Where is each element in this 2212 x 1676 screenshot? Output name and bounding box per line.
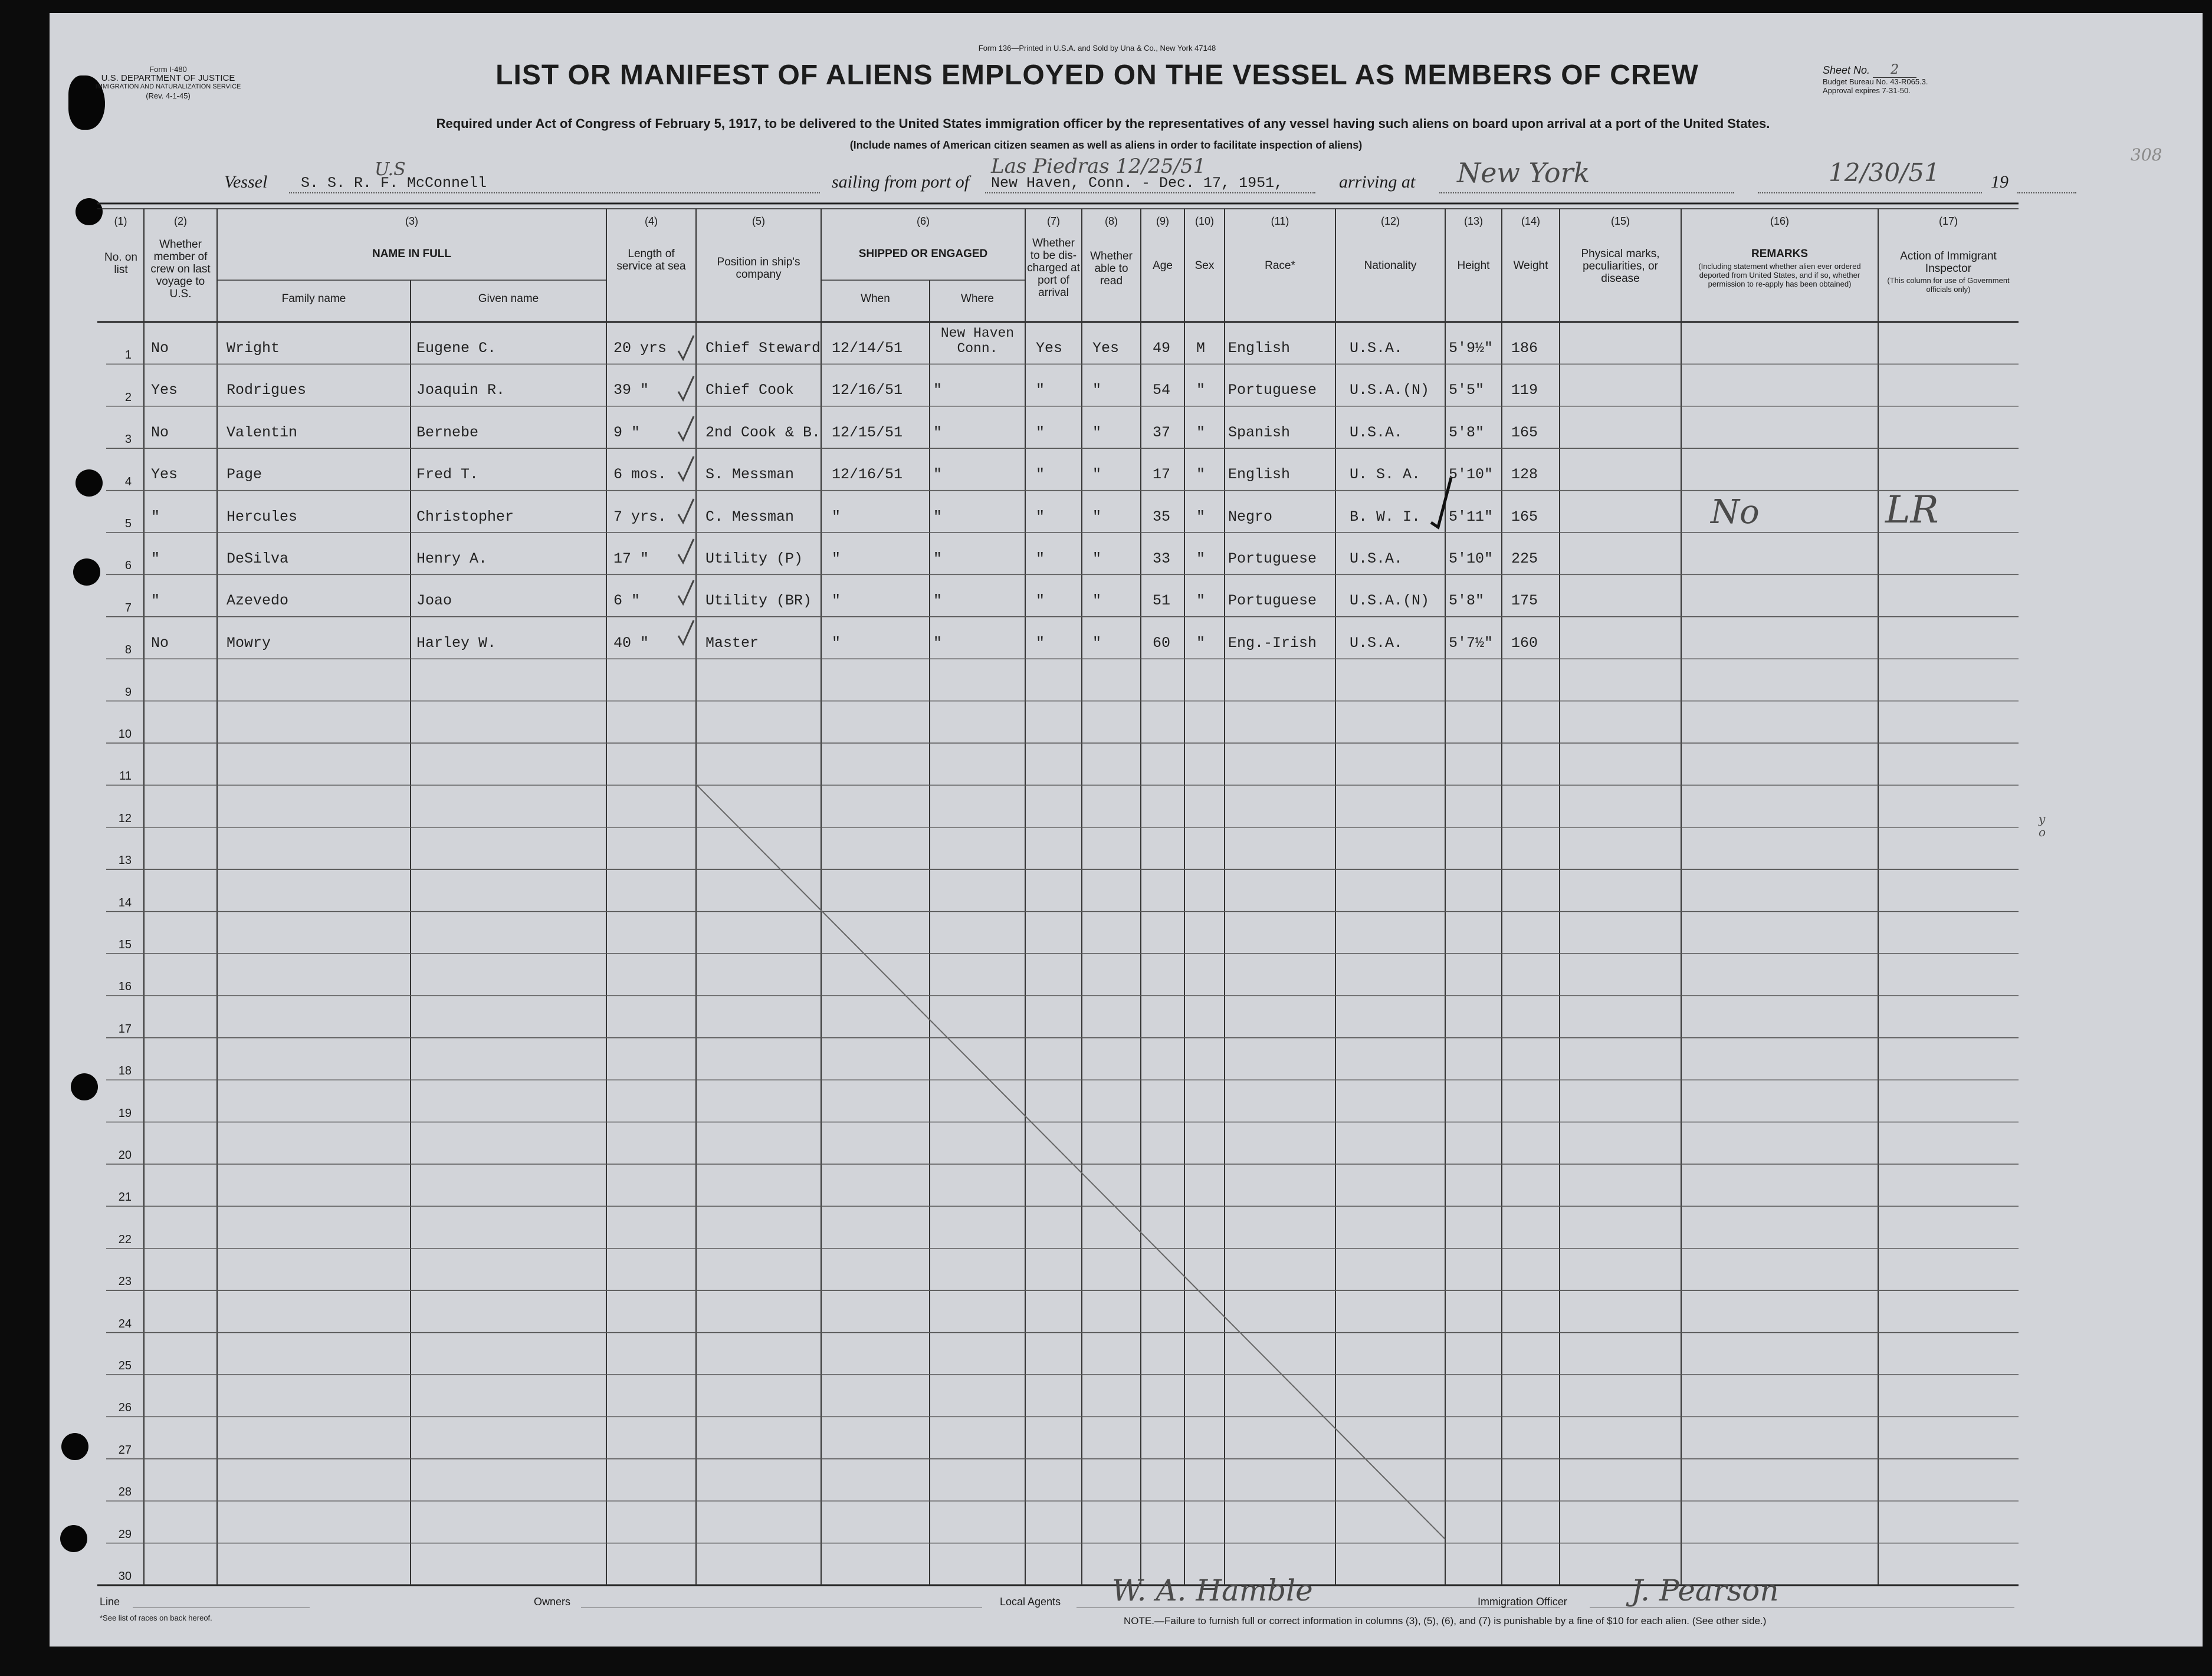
- line-number: 13: [118, 854, 132, 867]
- family-name: DeSilva: [227, 550, 289, 567]
- position: C. Messman: [705, 508, 795, 525]
- line-number: 9: [124, 685, 132, 699]
- sheet-label: Sheet No.: [1823, 64, 1870, 76]
- age: 33: [1153, 550, 1171, 567]
- arriving-label: arriving at: [1339, 172, 1416, 192]
- nationality: U.S.A.: [1350, 550, 1403, 567]
- header-where: Where: [961, 293, 994, 305]
- line-number: 3: [124, 433, 132, 446]
- shipped-when: 12/16/51: [832, 466, 903, 484]
- header-shipped-engaged: SHIPPED OR ENGAGED: [858, 248, 988, 260]
- line-number: 30: [118, 1570, 132, 1583]
- column-number: (1): [114, 215, 127, 227]
- height: 5'7½": [1449, 634, 1494, 652]
- header-height: Height: [1457, 259, 1490, 272]
- nationality: U.S.A.: [1350, 634, 1403, 652]
- sex: ": [1196, 423, 1206, 441]
- shipped-when: ": [832, 634, 841, 652]
- corner-number: 308: [2131, 145, 2162, 165]
- column-number: (14): [1521, 215, 1540, 227]
- line-number: 4: [124, 475, 132, 488]
- year-label: 19: [1991, 172, 2008, 192]
- line-number: 17: [118, 1022, 132, 1036]
- family-name: Wright: [227, 340, 280, 357]
- column-number: (2): [174, 215, 187, 227]
- line-number: 18: [118, 1064, 132, 1078]
- line-number: 14: [118, 896, 132, 909]
- given-name: Bernebe: [416, 423, 479, 441]
- position: S. Messman: [705, 466, 795, 484]
- header-discharged: Whether to be dis-charged at port of arrival: [1027, 237, 1080, 299]
- line-number: 19: [118, 1106, 132, 1120]
- margin-marks: y o: [2039, 812, 2046, 839]
- shipped-when: 12/15/51: [832, 423, 903, 441]
- position: Utility (P): [705, 550, 803, 567]
- form-printer-line: Form 136—Printed in U.S.A. and Sold by Una & Co., New York 47148: [978, 44, 1216, 52]
- race: Portuguese: [1228, 550, 1317, 567]
- table-row: [0, 617, 2019, 659]
- header-nationality: Nationality: [1364, 259, 1417, 272]
- family-name: Valentin: [227, 423, 298, 441]
- age: 49: [1153, 340, 1171, 357]
- given-name: Fred T.: [416, 466, 479, 484]
- able-to-read: ": [1092, 592, 1102, 610]
- shipped-where: ": [933, 423, 943, 441]
- header-weight: Weight: [1513, 259, 1548, 272]
- crew-member-last-voyage: Yes: [151, 382, 178, 399]
- race: Spanish: [1228, 423, 1291, 441]
- sex: ": [1196, 466, 1206, 484]
- able-to-read: ": [1092, 423, 1102, 441]
- arrival-date-handwritten: 12/30/51: [1829, 158, 1940, 187]
- weight: 186: [1511, 340, 1538, 357]
- header-race: Race*: [1265, 259, 1295, 272]
- discharged: ": [1036, 550, 1045, 567]
- position: Master: [705, 634, 759, 652]
- shipped-when: 12/14/51: [832, 340, 903, 357]
- table-row: [0, 406, 2019, 448]
- nationality: U.S.A.: [1350, 340, 1403, 357]
- sex: ": [1196, 508, 1206, 525]
- table-row: [0, 448, 2019, 490]
- height: 5'9½": [1449, 340, 1494, 357]
- header-remarks: REMARKS: [1751, 248, 1809, 260]
- crew-member-last-voyage: Yes: [151, 466, 178, 484]
- line-number: 8: [124, 643, 132, 657]
- length-of-service: 17 ": [613, 550, 649, 567]
- sailing-label: sailing from port of: [832, 172, 970, 192]
- shipped-when: ": [832, 550, 841, 567]
- able-to-read: Yes: [1092, 340, 1120, 357]
- nationality: U.S.A.: [1350, 423, 1403, 441]
- sex: ": [1196, 382, 1206, 399]
- shipped-where: ": [933, 466, 943, 484]
- sex: ": [1196, 592, 1206, 610]
- act-requirement-text: Required under Act of Congress of February 5, 1917, to be delivered to the United States immigration officer by the representatives of any vessel having such aliens on board upon arrival at a port of the United States.: [436, 116, 1770, 131]
- page-title: LIST OR MANIFEST OF ALIENS EMPLOYED ON THE VESSEL AS MEMBERS OF CREW: [495, 60, 1699, 91]
- sailing-handwritten: Las Piedras 12/25/51: [991, 155, 1206, 178]
- able-to-read: ": [1092, 550, 1102, 567]
- given-name: Henry A.: [416, 550, 488, 567]
- length-of-service: 9 ": [613, 423, 641, 441]
- header-able-to-read: Whether able to read: [1090, 250, 1133, 287]
- crew-member-last-voyage: ": [151, 508, 160, 525]
- sex: M: [1196, 340, 1206, 357]
- shipped-where: ": [933, 592, 943, 610]
- header-action: Action of Immigrant Inspector: [1900, 250, 1997, 275]
- able-to-read: ": [1092, 382, 1102, 399]
- column-number: (15): [1610, 215, 1630, 227]
- footer-line-label: Line: [100, 1596, 120, 1608]
- header-sex: Sex: [1194, 259, 1215, 272]
- family-name: Mowry: [227, 634, 271, 652]
- given-name: Christopher: [416, 508, 514, 525]
- penalty-note: NOTE.—Failure to furnish full or correct information in columns (3), (5), (6), and (7) is punishable by a fine of $10 for each alien. (See other side.): [1124, 1615, 1767, 1626]
- line-number: 2: [124, 390, 132, 404]
- position: 2nd Cook & B.: [705, 423, 821, 441]
- race: Portuguese: [1228, 592, 1317, 610]
- weight: 225: [1511, 550, 1538, 567]
- able-to-read: ": [1092, 466, 1102, 484]
- length-of-service: 20 yrs: [613, 340, 667, 357]
- vessel-handwritten: U.S: [375, 159, 406, 180]
- position: Utility (BR): [705, 592, 812, 610]
- weight: 160: [1511, 634, 1538, 652]
- height: 5'8": [1449, 423, 1485, 441]
- shipped-where: New Haven Conn.: [940, 326, 1015, 356]
- height: 5'10": [1449, 466, 1494, 484]
- sex: ": [1196, 550, 1206, 567]
- line-number: 1: [124, 349, 132, 362]
- length-of-service: 6 mos.: [613, 466, 667, 484]
- line-number: 5: [124, 517, 132, 530]
- family-name: Rodrigues: [227, 382, 307, 399]
- age: 37: [1153, 423, 1171, 441]
- sailing-value: New Haven, Conn. - Dec. 17, 1951,: [991, 175, 1284, 192]
- position: Chief Cook: [705, 382, 795, 399]
- column-number: (12): [1380, 215, 1400, 227]
- shipped-where: ": [933, 634, 943, 652]
- race: English: [1228, 466, 1291, 484]
- nationality: U.S.A.(N): [1350, 592, 1430, 610]
- height: 5'5": [1449, 382, 1485, 399]
- line-number: 12: [118, 811, 132, 825]
- cancellation-stroke: [696, 784, 1445, 1539]
- column-number: (5): [752, 215, 765, 227]
- header-given-name: Given name: [478, 293, 539, 305]
- given-name: Eugene C.: [416, 340, 497, 357]
- column-number: (13): [1463, 215, 1483, 227]
- line-number: 10: [118, 728, 132, 741]
- crew-member-last-voyage: No: [151, 423, 169, 441]
- arriving-handwritten: New York: [1457, 157, 1590, 189]
- header-length-of-service: Length of service at sea: [616, 248, 686, 272]
- vessel-label: Vessel: [224, 172, 268, 192]
- crew-member-last-voyage: ": [151, 550, 160, 567]
- length-of-service: 6 ": [613, 592, 641, 610]
- discharged: ": [1036, 423, 1045, 441]
- shipped-when: 12/16/51: [832, 382, 903, 399]
- weight: 119: [1511, 382, 1538, 399]
- length-of-service: 39 ": [613, 382, 649, 399]
- header-action-sub: (This column for use of Government officials only): [1887, 276, 2010, 294]
- line-number: 20: [118, 1149, 132, 1162]
- given-name: Joaquin R.: [416, 382, 506, 399]
- immigration-officer-signature: J. Pearson: [1631, 1573, 1779, 1608]
- family-name: Azevedo: [227, 592, 289, 610]
- age: 51: [1153, 592, 1171, 610]
- line-number: 27: [118, 1443, 132, 1457]
- line-number: 11: [119, 770, 132, 783]
- line-number: 6: [124, 559, 132, 573]
- column-number: (8): [1105, 215, 1118, 227]
- line-number: 16: [118, 980, 132, 994]
- column-number: (4): [645, 215, 658, 227]
- column-number: (3): [405, 215, 418, 227]
- shipped-where: ": [933, 508, 943, 525]
- line-number: 26: [118, 1401, 132, 1415]
- height: 5'10": [1449, 550, 1494, 567]
- shipped-where: ": [933, 382, 943, 399]
- vessel-value: S. S. R. F. McConnell: [301, 175, 487, 192]
- shipped-where: ": [933, 550, 943, 567]
- line-number: 21: [118, 1191, 132, 1204]
- column-number: (6): [917, 215, 930, 227]
- weight: 165: [1511, 508, 1538, 525]
- given-name: Harley W.: [416, 634, 497, 652]
- header-physical-marks: Physical marks, peculiarities, or disease: [1581, 248, 1660, 285]
- race: Portuguese: [1228, 382, 1317, 399]
- line-number: 29: [118, 1527, 132, 1541]
- form-id: Form I-480 U.S. DEPARTMENT OF JUSTICE IMMIGRATION AND NATURALIZATION SERVICE (Rev. 4-1-45): [95, 65, 241, 100]
- nationality: U. S. A.: [1350, 466, 1421, 484]
- remarks-handwritten: No: [1711, 493, 1760, 531]
- age: 54: [1153, 382, 1171, 399]
- family-name: Hercules: [227, 508, 298, 525]
- table-row: [0, 574, 2019, 616]
- approval-expiry: Approval expires 7-31-50.: [1823, 86, 1911, 95]
- column-number: (11): [1271, 215, 1289, 227]
- sex: ": [1196, 634, 1206, 652]
- line-number: 25: [118, 1359, 132, 1372]
- weight: 165: [1511, 423, 1538, 441]
- length-of-service: 40 ": [613, 634, 649, 652]
- table-row: [0, 322, 2019, 364]
- age: 35: [1153, 508, 1171, 525]
- age: 60: [1153, 634, 1171, 652]
- height: 5'8": [1449, 592, 1485, 610]
- header-family-name: Family name: [281, 293, 346, 305]
- race: Negro: [1228, 508, 1273, 525]
- footer-agents-label: Local Agents: [1000, 1596, 1061, 1608]
- header-position: Position in ship's company: [717, 256, 800, 281]
- column-number: (16): [1770, 215, 1789, 227]
- shipped-when: ": [832, 508, 841, 525]
- line-number: 23: [118, 1275, 132, 1289]
- table-row: [0, 364, 2019, 406]
- table-row: [0, 533, 2019, 574]
- nationality: B. W. I.: [1350, 508, 1421, 525]
- discharged: ": [1036, 592, 1045, 610]
- shipped-when: ": [832, 592, 841, 610]
- line-number: 7: [124, 601, 132, 614]
- length-of-service: 7 yrs.: [613, 508, 667, 525]
- column-number: (9): [1156, 215, 1169, 227]
- height: 5'11": [1449, 508, 1494, 525]
- header-remarks-sub: (Including statement whether alien ever ordered deported from United States, and if so, whether permission to re-apply has been obtained): [1698, 262, 1861, 288]
- column-number: (7): [1047, 215, 1060, 227]
- race: English: [1228, 340, 1291, 357]
- races-note: *See list of races on back hereof.: [100, 1613, 212, 1622]
- header-age: Age: [1153, 259, 1173, 272]
- footer-owners-label: Owners: [534, 1596, 571, 1608]
- header-name-in-full: NAME IN FULL: [372, 248, 452, 260]
- family-name: Page: [227, 466, 262, 484]
- header-no-on-list: No. on list: [104, 251, 137, 276]
- discharged: Yes: [1036, 340, 1063, 357]
- discharged: ": [1036, 466, 1045, 484]
- nationality: U.S.A.(N): [1350, 382, 1430, 399]
- line-number: 15: [118, 938, 132, 951]
- weight: 128: [1511, 466, 1538, 484]
- able-to-read: ": [1092, 634, 1102, 652]
- discharged: ": [1036, 634, 1045, 652]
- discharged: ": [1036, 382, 1045, 399]
- position: Chief Steward: [705, 340, 821, 357]
- sheet-value: 2: [1873, 63, 1916, 78]
- line-number: 24: [118, 1317, 132, 1330]
- age: 17: [1153, 466, 1171, 484]
- crew-member-last-voyage: ": [151, 592, 160, 610]
- race: Eng.-Irish: [1228, 634, 1317, 652]
- action-handwritten: LR: [1885, 488, 1939, 532]
- line-number: 22: [118, 1233, 132, 1246]
- weight: 175: [1511, 592, 1538, 610]
- column-number: (10): [1194, 215, 1214, 227]
- crew-member-last-voyage: No: [151, 634, 169, 652]
- crew-member-last-voyage: No: [151, 340, 169, 357]
- column-number: (17): [1938, 215, 1958, 227]
- given-name: Joao: [416, 592, 452, 610]
- discharged: ": [1036, 508, 1045, 525]
- local-agent-signature: W. A. Hamble: [1112, 1573, 1313, 1608]
- able-to-read: ": [1092, 508, 1102, 525]
- budget-bureau: Budget Bureau No. 43-R065.3.: [1823, 77, 1928, 86]
- header-member-last-voyage: Whether member of crew on last voyage to U.S.: [150, 238, 211, 300]
- footer-officer-label: Immigration Officer: [1478, 1596, 1567, 1608]
- include-note: (Include names of American citizen seamen as well as aliens in order to facilitate inspection of aliens): [849, 139, 1363, 151]
- line-number: 28: [118, 1486, 132, 1499]
- header-when: When: [861, 293, 890, 305]
